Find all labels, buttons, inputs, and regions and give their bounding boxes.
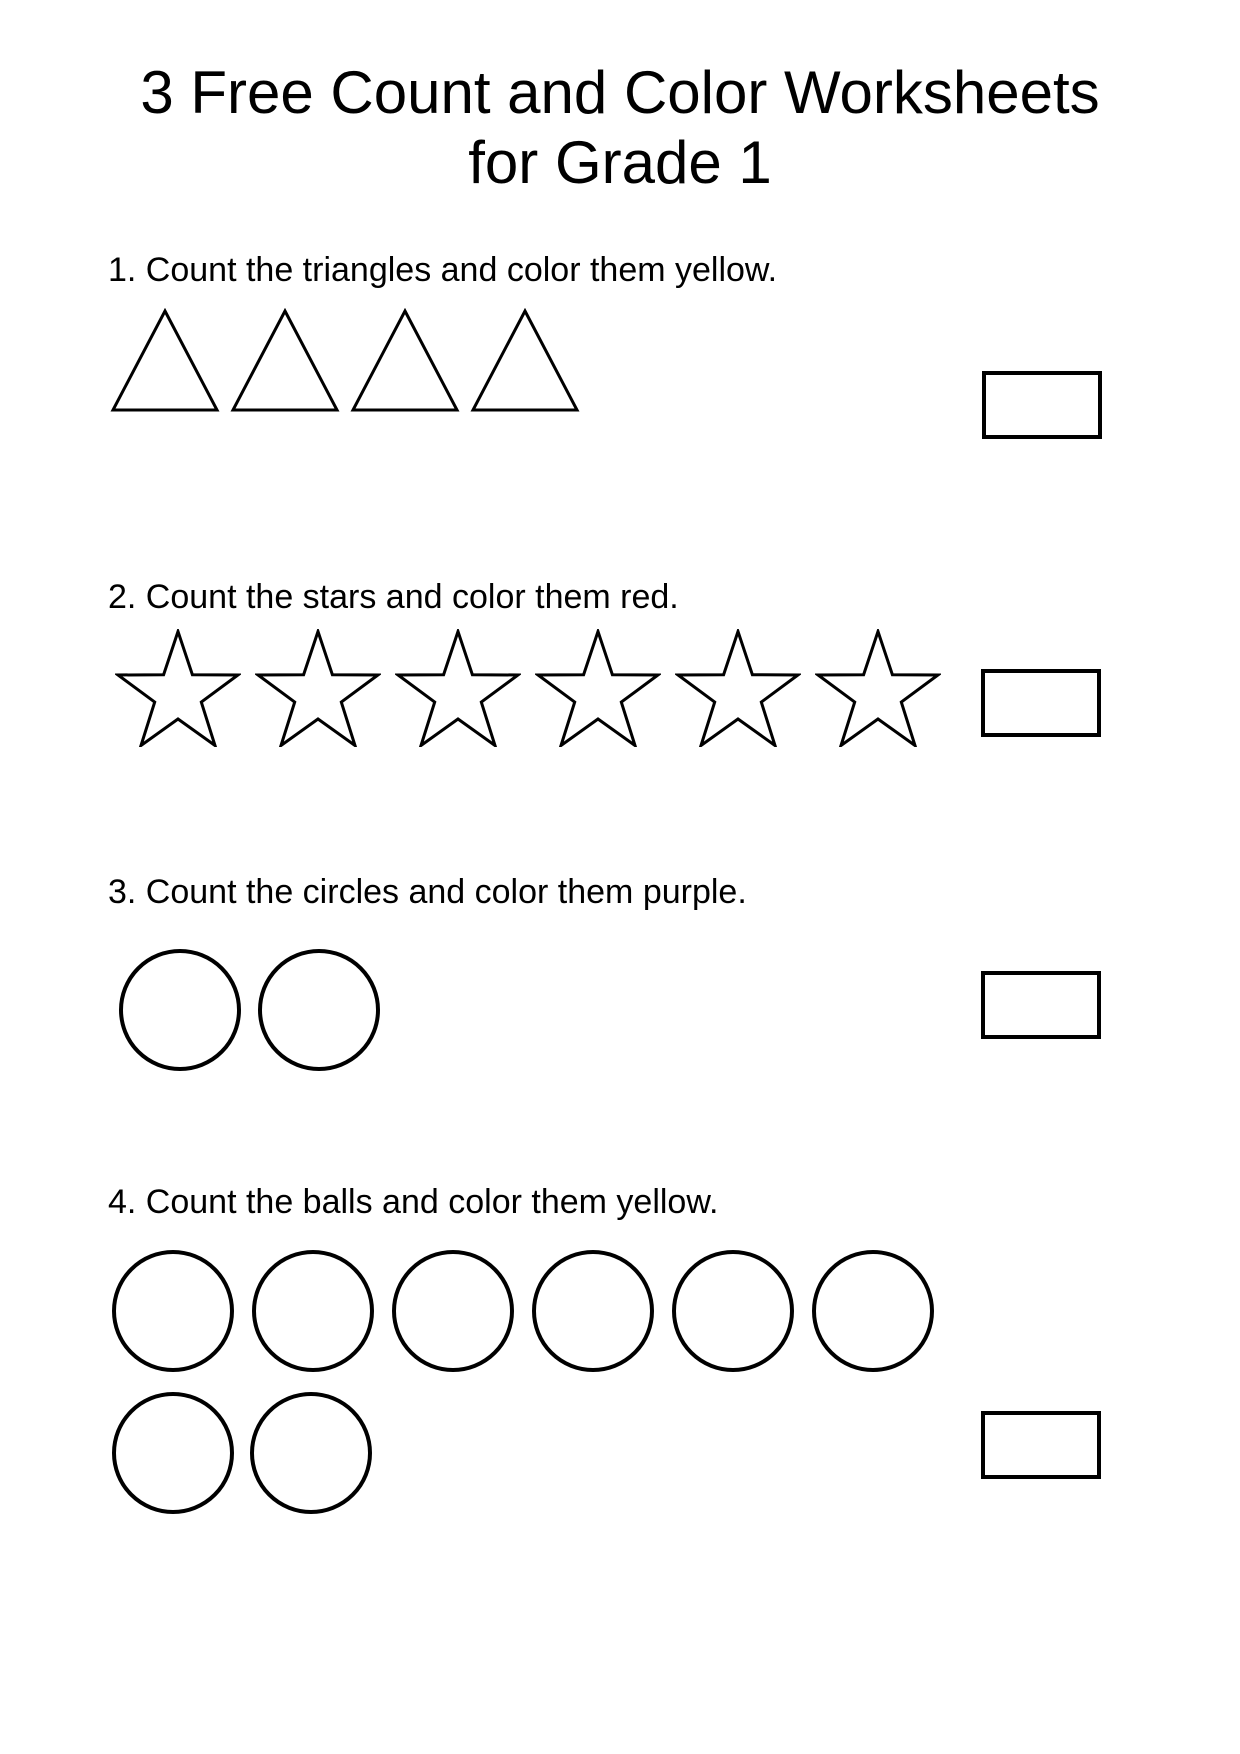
triangle-shape[interactable] (350, 308, 460, 413)
star-shape[interactable] (675, 629, 801, 747)
circle-shape[interactable] (118, 948, 242, 1072)
star-shape[interactable] (395, 629, 521, 747)
worksheet-title (0, 58, 1240, 198)
stars-row (115, 629, 941, 747)
question-1-label: 1. Count the triangles and color them yellow. (108, 251, 778, 289)
ball-shape[interactable] (252, 1250, 374, 1372)
star-shape[interactable] (115, 629, 241, 747)
question-2-label: 2. Count the stars and color them red. (108, 578, 679, 616)
ball-shape[interactable] (532, 1250, 654, 1372)
ball-shape[interactable] (112, 1250, 234, 1372)
ball-shape[interactable] (250, 1392, 372, 1514)
answer-box-2[interactable] (981, 669, 1101, 737)
worksheet-title-line2: for Grade 1 (468, 129, 772, 196)
question-4-label: 4. Count the balls and color them yellow. (108, 1183, 719, 1221)
triangle-shape[interactable] (110, 308, 220, 413)
ball-shape[interactable] (392, 1250, 514, 1372)
triangles-row (110, 308, 580, 413)
circles-row (118, 948, 381, 1072)
star-shape[interactable] (255, 629, 381, 747)
triangle-shape[interactable] (470, 308, 580, 413)
question-3-label: 3. Count the circles and color them purple. (108, 873, 747, 911)
balls-row-1 (112, 1250, 934, 1372)
ball-shape[interactable] (672, 1250, 794, 1372)
balls-row-2 (112, 1392, 372, 1514)
star-shape[interactable] (535, 629, 661, 747)
triangle-shape[interactable] (230, 308, 340, 413)
ball-shape[interactable] (812, 1250, 934, 1372)
ball-shape[interactable] (112, 1392, 234, 1514)
answer-box-3[interactable] (981, 971, 1101, 1039)
answer-box-1[interactable] (982, 371, 1102, 439)
answer-box-4[interactable] (981, 1411, 1101, 1479)
worksheet-title-line1: 3 Free Count and Color Worksheets (140, 59, 1100, 126)
circle-shape[interactable] (257, 948, 381, 1072)
star-shape[interactable] (815, 629, 941, 747)
